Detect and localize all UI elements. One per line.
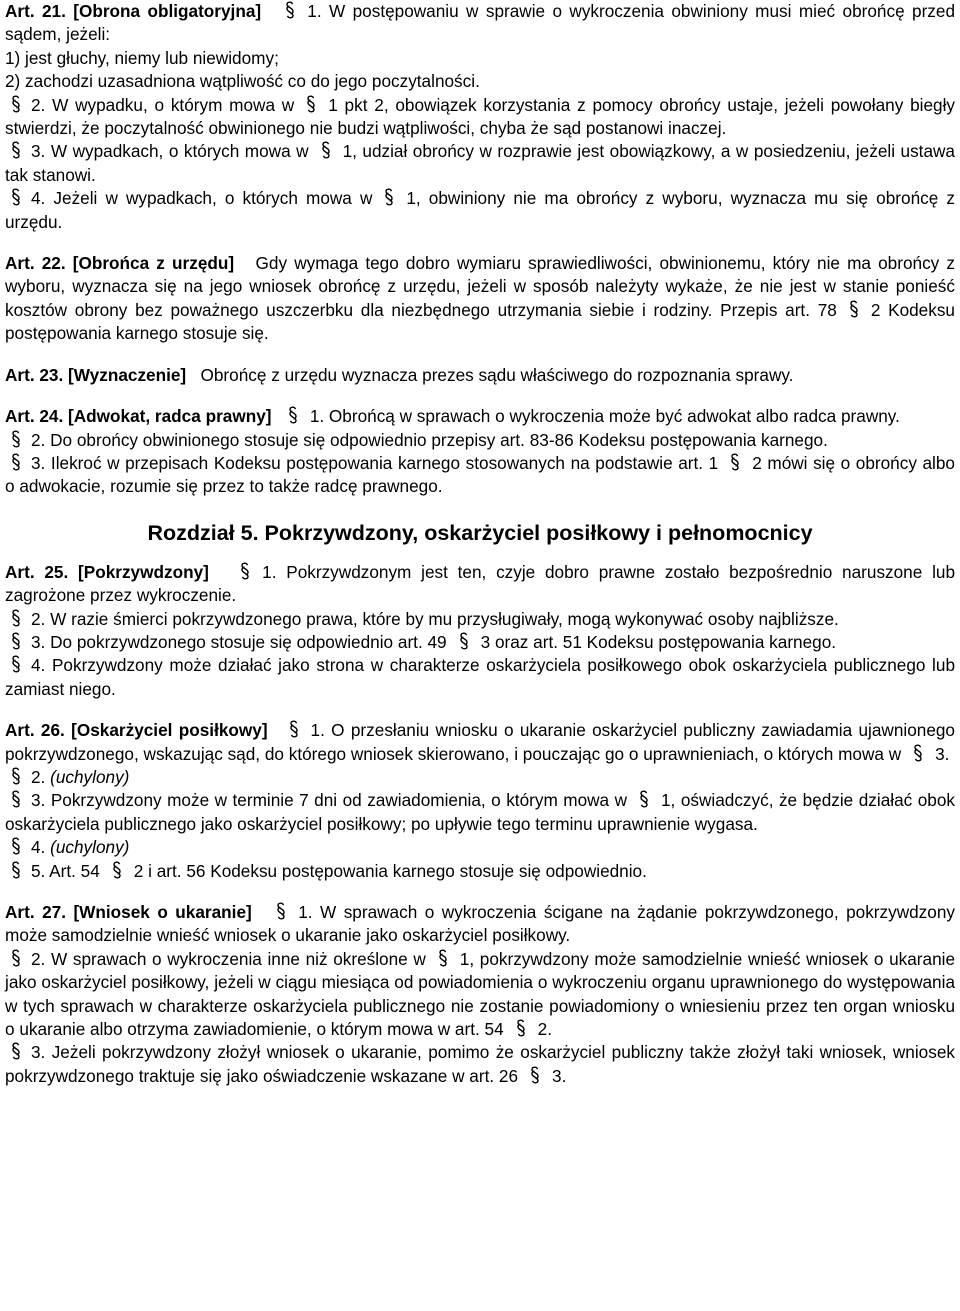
paragraph-text: 3. W wypadkach, o których mowa w 1, udział obrońcy w rozprawie jest obowiązkowy, a w posiedzeniu, jeżeli ustawa tak stanowi. — [5, 141, 955, 185]
section-sign-icon — [289, 720, 299, 738]
section-sign-icon — [11, 632, 21, 650]
paragraph-text: 4. Jeżeli w wypadkach, o których mowa w 1, obwiniony nie ma obrońcy z wyboru, wyznacza mu się obrońcę z urzędu. — [5, 188, 955, 232]
paragraph-text: 1. Obrońcą w sprawach o wykroczenia może być adwokat albo radca prawny. — [309, 406, 900, 427]
section-sign-icon — [11, 141, 21, 159]
article-paragraph — [5, 901, 955, 948]
section-paragraph — [5, 654, 955, 701]
paragraph-gap — [5, 234, 955, 252]
section-paragraph — [5, 836, 955, 859]
section-sign-icon — [11, 453, 21, 471]
paragraph-gap — [5, 701, 955, 719]
article-paragraph — [5, 719, 955, 766]
section-sign-icon — [459, 632, 469, 650]
section-sign-icon — [240, 562, 250, 580]
article-heading: Art. 24. [Adwokat, radca prawny] — [5, 406, 272, 427]
section-sign-icon — [288, 406, 298, 424]
paragraph-text: 2. Do obrońcy obwinionego stosuje się odpowiednio przepisy art. 83-86 Kodeksu postępowania karnego. — [31, 429, 828, 450]
article-heading: Art. 23. [Wyznaczenie] — [5, 364, 187, 385]
paragraph-text: 2. W razie śmierci pokrzywdzonego prawa, które by mu przysługiwały, mogą wykonywać osoby najbliższe. — [31, 608, 839, 629]
paragraph-text: 3. Pokrzywdzony może w terminie 7 dni od zawiadomienia, o którym mowa w 1, oświadczyć, że będzie działać obok oskarżyciela publicznego jako oskarżyciel posiłkowy; po upływie tego terminu uprawnienie wygasa. — [5, 790, 955, 834]
article-paragraph — [5, 561, 955, 608]
article-heading: Art. 26. [Oskarżyciel posiłkowy] — [5, 720, 268, 741]
paragraph-text: 3. Do pokrzywdzonego stosuje się odpowiednio art. 49 3 oraz art. 51 Kodeksu postępowania karnego. — [31, 631, 837, 652]
repealed-note: (uchylony) — [50, 837, 130, 858]
paragraph-text: 2. — [31, 766, 51, 787]
section-paragraph — [5, 1041, 955, 1088]
section-paragraph — [5, 789, 955, 836]
section-sign-icon — [276, 902, 286, 920]
section-paragraph — [5, 452, 955, 499]
chapter-heading: Rozdział 5. Pokrzywdzony, oskarżyciel posiłkowy i pełnomocnicy — [147, 520, 813, 545]
paragraph-gap — [5, 387, 955, 405]
article-heading: Art. 27. [Wniosek o ukaranie] — [5, 902, 252, 922]
section-sign-icon — [730, 453, 740, 471]
section-sign-icon — [11, 949, 21, 967]
paragraph-text: 4. Pokrzywdzony może działać jako strona w charakterze oskarżyciela posiłkowego obok oskarżyciela publicznego lub zamiast niego. — [5, 655, 955, 699]
section-sign-icon — [516, 1019, 526, 1037]
section-sign-icon — [11, 95, 21, 113]
article-heading: Art. 21. [Obrona obligatoryjna] — [5, 1, 262, 21]
section-sign-icon — [384, 188, 394, 206]
paragraph-text: 1. Pokrzywdzonym jest ten, czyje dobro prawne zostało bezpośrednio naruszone lub zagrożone przez wykroczenie. — [5, 561, 956, 606]
section-sign-icon — [11, 790, 21, 808]
repealed-note: (uchylony) — [50, 766, 130, 787]
section-sign-icon — [438, 949, 448, 967]
paragraph-gap — [5, 883, 955, 901]
section-sign-icon — [11, 837, 21, 855]
section-sign-icon — [849, 300, 859, 318]
section-paragraph — [5, 948, 955, 1042]
paragraph-text: 1. W postępowaniu w sprawie o wykroczenia obwiniony musi mieć obrońcę przed sądem, jeżeli: 1) jest głuchy, niemy lub niewidomy; 2) zachodzi uzasadniona wątpliwość co do jego poczytalności. — [5, 1, 955, 92]
paragraph-text: 2. W sprawach o wykroczenia inne niż określone w 1, pokrzywdzony może samodzielnie wnieść wniosek o ukaranie jako oskarżyciel posiłkowy, jeżeli w ciągu miesiąca od powiadomienia o wykroczeniu organu uprawnionego do występowania w tych sprawach w charakterze oskarżyciela publicznego nie zostanie powiadomiony o wniesieniu przez ten organ wniosku o ukaranie albo otrzyma zawiadomienie, o którym mowa w art. 54 2. — [5, 948, 956, 1040]
section-sign-icon — [639, 790, 649, 808]
article-paragraph — [5, 405, 955, 428]
section-paragraph — [5, 140, 955, 187]
article-paragraph — [5, 364, 955, 387]
paragraph-text: 4. — [31, 837, 51, 858]
paragraph-text: 3. Jeżeli pokrzywdzony złożył wniosek o ukaranie, pomimo że oskarżyciel publiczny także złożył taki wniosek, wniosek pokrzywdzonego traktuje się jako oświadczenie wskazane w art. 26 3. — [5, 1042, 955, 1086]
section-paragraph — [5, 608, 955, 631]
section-sign-icon — [11, 1042, 21, 1060]
section-sign-icon — [11, 767, 21, 785]
paragraph-text: 3. Ilekroć w przepisach Kodeksu postępowania karnego stosowanych na podstawie art. 1 2 mówi się o obrońcy albo o adwokacie, rozumie się przez to także radcę prawnego. — [5, 452, 955, 497]
article-heading: Art. 25. [Pokrzywdzony] — [5, 561, 209, 582]
section-sign-icon — [913, 744, 923, 762]
section-paragraph — [5, 429, 955, 452]
section-paragraph — [5, 631, 955, 654]
section-sign-icon — [285, 1, 295, 19]
paragraph-gap — [5, 346, 955, 364]
section-sign-icon — [11, 430, 21, 448]
section-sign-icon — [321, 141, 331, 159]
section-paragraph — [5, 94, 955, 141]
paragraph-text: 1. O przesłaniu wniosku o ukaranie oskarżyciel publiczny zawiadamia ujawnionego pokrzywdzonego, wskazując sąd, do którego wniosek skierowano, i pouczając go o uprawnieniach, o których mowa w 3. — [5, 720, 955, 764]
section-paragraph — [5, 187, 955, 234]
section-sign-icon — [112, 861, 122, 879]
article-paragraph — [5, 0, 955, 94]
section-sign-icon — [11, 861, 21, 879]
paragraph-text: Gdy wymaga tego dobro wymiaru sprawiedliwości, obwinionemu, który nie ma obrońcy z wyboru, wyznacza się na jego wniosek obrońcę z urzędu, jeżeli w sposób należyty wykaże, że nie jest w stanie ponieść kosztów obrony bez poważnego uszczerbku dla niezbędnego utrzymania siebie i rodziny. Przepis art. 78 2 Kodeksu postępowania karnego stosuje się. — [5, 253, 956, 344]
paragraph-text: Obrońcę z urzędu wyznacza prezes sądu właściwego do rozpoznania sprawy. — [200, 364, 794, 385]
section-sign-icon — [306, 95, 316, 113]
article-heading: Art. 22. [Obrońca z urzędu] — [5, 253, 235, 274]
section-paragraph — [5, 766, 955, 789]
section-sign-icon — [11, 609, 21, 627]
section-paragraph — [5, 860, 955, 883]
section-sign-icon — [530, 1066, 540, 1084]
article-paragraph — [5, 252, 955, 346]
paragraph-text: 5. Art. 54 2 i art. 56 Kodeksu postępowania karnego stosuje się odpowiednio. — [31, 860, 647, 881]
section-sign-icon — [11, 188, 21, 206]
paragraph-text: 1. W sprawach o wykroczenia ścigane na żądanie pokrzywdzonego, pokrzywdzony może samodzielnie wnieść wniosek o ukaranie jako oskarżyciel posiłkowy. — [5, 902, 955, 946]
section-sign-icon — [11, 655, 21, 673]
paragraph-text: 2. W wypadku, o którym mowa w 1 pkt 2, obowiązek korzystania z pomocy obrońcy ustaje, jeżeli powołany biegły stwierdzi, że poczytalność obwinionego nie budzi wątpliwości, chyba że sąd postanowi inaczej. — [5, 94, 955, 139]
